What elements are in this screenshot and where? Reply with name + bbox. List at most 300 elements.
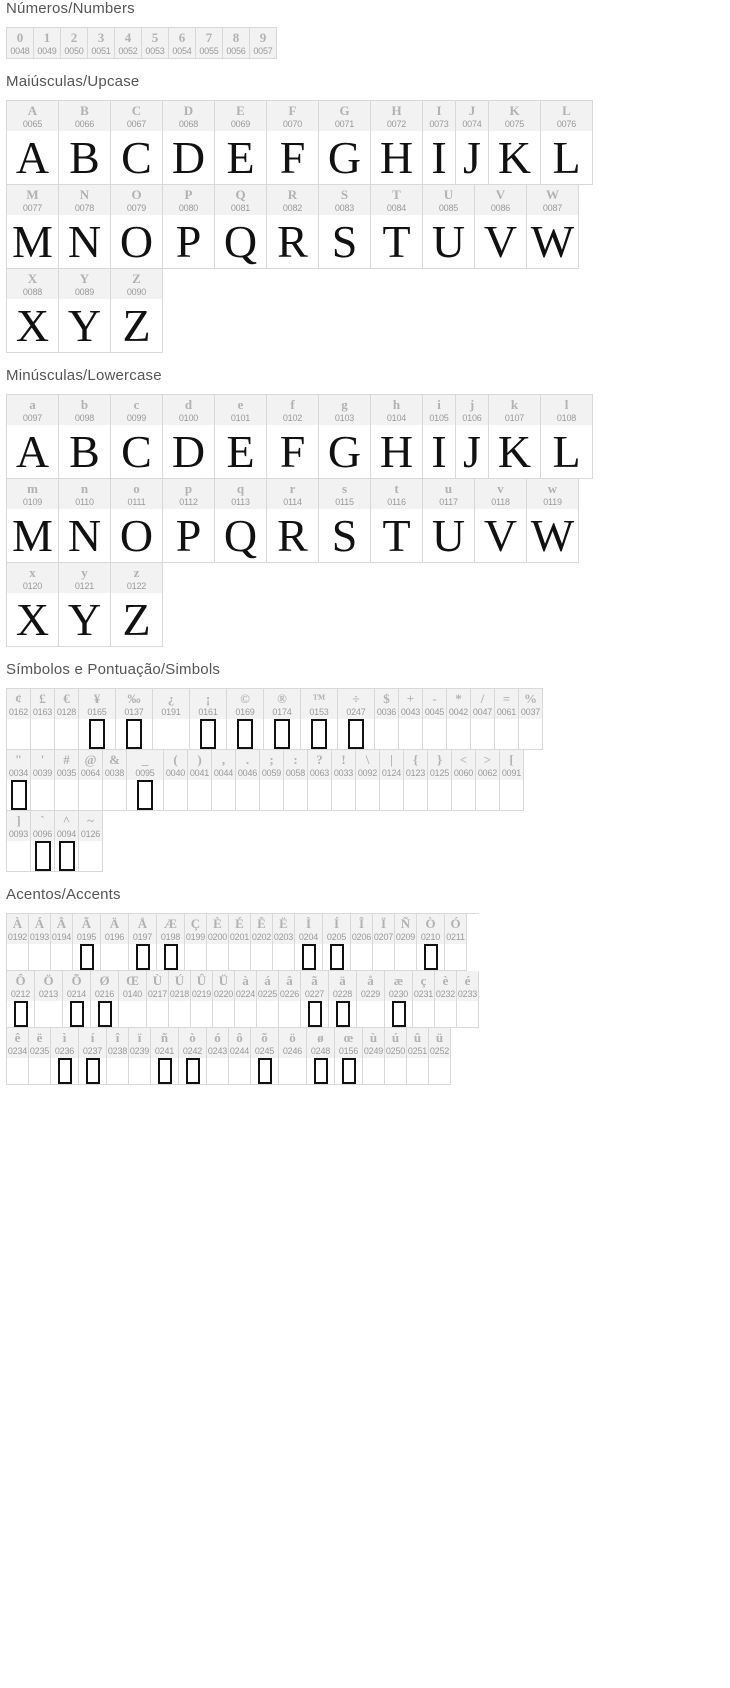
glyph-cell[interactable] [519, 689, 543, 750]
glyph-cell[interactable] [111, 563, 163, 647]
glyph-code-label: 0122 [126, 581, 147, 591]
glyph-cell[interactable] [428, 750, 452, 811]
glyph-cell-header [495, 689, 518, 719]
glyph-cell[interactable] [229, 914, 251, 971]
glyph-char-label: œ [343, 1030, 354, 1045]
glyph-code-label: 0140 [122, 989, 143, 999]
glyph-cell[interactable] [251, 914, 273, 971]
glyph-cell[interactable] [215, 479, 267, 563]
glyph-cell[interactable] [279, 1028, 307, 1085]
glyph-cell[interactable] [227, 689, 264, 750]
glyph-cell[interactable] [251, 1028, 279, 1085]
glyph-row [7, 811, 543, 872]
glyph-cell[interactable] [371, 101, 423, 185]
glyph-cell[interactable] [385, 971, 413, 1028]
glyph-cell[interactable] [7, 914, 29, 971]
glyph-preview [73, 944, 100, 970]
glyph-preview [395, 944, 416, 970]
glyph-preview: M [12, 216, 53, 267]
glyph-preview [31, 841, 54, 871]
glyph-cell[interactable] [329, 971, 357, 1028]
glyph-cell[interactable] [151, 1028, 179, 1085]
glyph-cell[interactable] [111, 101, 163, 185]
glyph-preview [7, 944, 28, 970]
glyph-cell[interactable] [380, 750, 404, 811]
glyph-cell[interactable] [31, 689, 55, 750]
glyph-code-label: 0066 [74, 119, 95, 129]
glyph-code-label: 0251 [407, 1046, 428, 1056]
glyph-char-label: ã [311, 973, 318, 988]
glyph-cell-header [157, 914, 184, 944]
glyph-cell[interactable] [407, 1028, 429, 1085]
glyph-cell[interactable] [476, 750, 500, 811]
glyph-cell-header [153, 689, 189, 719]
glyph-cell[interactable] [475, 185, 527, 269]
glyph-code-label: 0093 [8, 829, 29, 839]
glyph-cell-header [475, 479, 526, 509]
glyph-char-label: € [63, 691, 70, 706]
glyph-cell[interactable] [413, 971, 435, 1028]
glyph-cell[interactable] [323, 914, 351, 971]
glyph-cell[interactable] [7, 1028, 29, 1085]
glyph-cell[interactable] [319, 479, 371, 563]
glyph-cell[interactable] [541, 395, 593, 479]
glyph-cell[interactable] [264, 689, 301, 750]
glyph-cell[interactable] [101, 914, 129, 971]
glyph-cell[interactable] [307, 1028, 335, 1085]
glyph-cell[interactable] [191, 971, 213, 1028]
glyph-preview [29, 944, 50, 970]
glyph-cell[interactable] [7, 563, 59, 647]
glyph-cell-header [417, 914, 444, 944]
glyph-cell[interactable] [207, 1028, 229, 1085]
glyph-cell[interactable] [215, 101, 267, 185]
glyph-preview [107, 1058, 128, 1084]
glyph-cell[interactable] [153, 689, 190, 750]
glyph-cell[interactable] [169, 971, 191, 1028]
glyph-preview [301, 719, 337, 749]
glyph-cell-header [407, 1028, 428, 1058]
glyph-cell[interactable] [456, 395, 489, 479]
glyph-cell[interactable] [235, 971, 257, 1028]
glyph-cell[interactable] [129, 914, 157, 971]
glyph-char-label: D [183, 103, 194, 118]
glyph-cell[interactable] [7, 101, 59, 185]
glyph-cell-header [235, 971, 256, 1001]
glyph-code-label: 0237 [82, 1046, 103, 1056]
glyph-cell[interactable] [295, 914, 323, 971]
glyph-cell[interactable] [452, 750, 476, 811]
glyph-cell[interactable] [51, 1028, 79, 1085]
glyph-cell[interactable] [267, 101, 319, 185]
glyph-cell[interactable] [7, 750, 31, 811]
glyph-cell[interactable] [59, 395, 111, 479]
glyph-preview [329, 1001, 356, 1027]
glyph-cell[interactable] [29, 1028, 51, 1085]
glyph-row [7, 1028, 479, 1085]
glyph-cell[interactable] [475, 479, 527, 563]
glyph-cell[interactable] [59, 101, 111, 185]
glyph-code-label: 0048 [10, 46, 30, 56]
glyph-char-label: £ [39, 691, 46, 706]
glyph-cell[interactable] [371, 479, 423, 563]
glyph-code-label: 0239 [129, 1046, 150, 1056]
glyph-cell[interactable] [404, 750, 428, 811]
glyph-cell[interactable] [163, 479, 215, 563]
glyph-cell[interactable] [541, 101, 593, 185]
glyph-preview [375, 719, 398, 749]
glyph-cell-header [111, 479, 162, 509]
glyph-cell-header [129, 1028, 150, 1058]
glyph-cell[interactable] [332, 750, 356, 811]
glyph-cell-header [399, 689, 422, 719]
glyph-cell-header [301, 971, 328, 1001]
glyph-char-label: ( [173, 752, 178, 767]
glyph-code-label: 0087 [542, 203, 563, 213]
glyph-cell[interactable] [29, 914, 51, 971]
glyph-preview [257, 1001, 278, 1027]
glyph-cell-header [59, 395, 110, 425]
glyph-code-label: 0206 [351, 932, 372, 942]
glyph-cell[interactable] [55, 811, 79, 872]
glyph-cell[interactable] [7, 971, 35, 1028]
glyph-cell[interactable] [59, 185, 111, 269]
glyph-code-label: 0043 [400, 707, 421, 717]
glyph-cell[interactable] [273, 914, 295, 971]
glyph-char-label: R [287, 187, 298, 202]
glyph-cell[interactable] [127, 750, 164, 811]
section-title-numbers: Números/Numbers [6, 0, 135, 17]
glyph-cell-header [457, 971, 478, 1001]
glyph-cell[interactable] [31, 811, 55, 872]
glyph-cell[interactable] [55, 750, 79, 811]
glyph-cell[interactable] [7, 28, 34, 59]
glyph-code-label: 0052 [118, 46, 138, 56]
glyph-cell[interactable] [223, 28, 250, 59]
glyph-cell[interactable] [489, 101, 541, 185]
glyph-code-label: 0054 [172, 46, 192, 56]
glyph-cell[interactable] [423, 689, 447, 750]
glyph-row [7, 269, 593, 353]
glyph-code-label: 0085 [438, 203, 459, 213]
glyph-cell[interactable] [423, 101, 456, 185]
glyph-cell-header [279, 971, 300, 1001]
glyph-char-label: a [29, 397, 36, 412]
glyph-cell[interactable] [395, 914, 417, 971]
glyph-char-label: T [392, 187, 401, 202]
glyph-cell[interactable] [7, 689, 31, 750]
glyph-cell[interactable] [385, 1028, 407, 1085]
glyph-cell[interactable] [308, 750, 332, 811]
glyph-preview [7, 719, 30, 749]
glyph-cell-header [279, 1028, 306, 1058]
glyph-cell[interactable] [500, 750, 524, 811]
glyph-cell[interactable] [236, 750, 260, 811]
glyph-grid-accents [6, 913, 479, 1085]
glyph-cell[interactable] [55, 689, 79, 750]
glyph-preview: Q [223, 510, 258, 561]
glyph-cell[interactable] [279, 971, 301, 1028]
glyph-char-label: g [341, 397, 348, 412]
glyph-cell[interactable] [489, 395, 541, 479]
glyph-preview: G [327, 426, 362, 477]
glyph-cell[interactable] [267, 479, 319, 563]
glyph-cell[interactable] [7, 185, 59, 269]
glyph-code-label: 0121 [74, 581, 95, 591]
glyph-char-label: Ñ [400, 916, 411, 931]
glyph-cell[interactable] [215, 395, 267, 479]
glyph-cell[interactable] [267, 395, 319, 479]
glyph-cell-header [229, 1028, 250, 1058]
glyph-cell[interactable] [61, 28, 88, 59]
glyph-cell-header [445, 914, 466, 944]
glyph-cell[interactable] [59, 479, 111, 563]
glyph-cell[interactable] [196, 28, 223, 59]
glyph-cell[interactable] [338, 689, 375, 750]
glyph-cell[interactable] [445, 914, 467, 971]
glyph-code-label: 0046 [237, 768, 258, 778]
glyph-cell[interactable] [51, 914, 73, 971]
glyph-cell[interactable] [7, 395, 59, 479]
glyph-code-label: 0112 [179, 497, 198, 507]
glyph-cell[interactable] [215, 185, 267, 269]
glyph-cell[interactable] [335, 1028, 363, 1085]
glyph-cell[interactable] [147, 971, 169, 1028]
glyph-char-label: o [133, 481, 140, 496]
glyph-cell[interactable] [527, 479, 579, 563]
glyph-cell[interactable] [79, 750, 103, 811]
glyph-preview [284, 780, 307, 810]
glyph-cell[interactable] [319, 185, 371, 269]
glyph-preview: B [69, 426, 100, 477]
glyph-cell[interactable] [319, 395, 371, 479]
glyph-preview [500, 780, 523, 810]
glyph-code-label: 0115 [335, 497, 354, 507]
glyph-cell[interactable] [212, 750, 236, 811]
glyph-cell-header [7, 479, 58, 509]
glyph-cell[interactable] [284, 750, 308, 811]
glyph-cell-header [251, 1028, 278, 1058]
glyph-preview: Z [122, 594, 151, 645]
glyph-char-label: " [14, 752, 23, 767]
glyph-cell[interactable] [423, 395, 456, 479]
glyph-code-label: 0232 [435, 989, 456, 999]
glyph-char-label: W [546, 187, 559, 202]
glyph-cell[interactable] [371, 395, 423, 479]
glyph-cell[interactable] [7, 269, 59, 353]
glyph-code-label: 0217 [147, 989, 168, 999]
glyph-cell-header [61, 28, 87, 58]
glyph-cell[interactable] [429, 1028, 451, 1085]
glyph-preview: A [15, 132, 50, 183]
glyph-cell[interactable] [31, 750, 55, 811]
glyph-cell[interactable] [185, 914, 207, 971]
glyph-cell-header [7, 811, 30, 841]
glyph-cell[interactable] [142, 28, 169, 59]
glyph-cell[interactable] [91, 971, 119, 1028]
glyph-cell-header [500, 750, 523, 780]
glyph-cell[interactable] [356, 750, 380, 811]
glyph-cell-header [207, 1028, 228, 1058]
glyph-cell[interactable] [169, 28, 196, 59]
glyph-preview [185, 944, 206, 970]
glyph-code-label: 0092 [357, 768, 378, 778]
glyph-char-label: 1 [43, 30, 51, 45]
glyph-cell[interactable] [188, 750, 212, 811]
glyph-code-label: 0037 [520, 707, 541, 717]
glyph-cell[interactable] [457, 971, 479, 1028]
glyph-cell[interactable] [79, 689, 116, 750]
glyph-cell[interactable] [111, 185, 163, 269]
glyph-cell[interactable] [435, 971, 457, 1028]
glyph-cell[interactable] [163, 185, 215, 269]
glyph-cell[interactable] [213, 971, 235, 1028]
glyph-cell[interactable] [257, 971, 279, 1028]
glyph-cell[interactable] [423, 185, 475, 269]
glyph-cell-header [55, 689, 78, 719]
glyph-code-label: 0049 [37, 46, 57, 56]
glyph-cell[interactable] [59, 563, 111, 647]
glyph-char-label: Î [358, 916, 365, 931]
glyph-cell[interactable] [190, 689, 227, 750]
glyph-code-label: 0057 [253, 46, 273, 56]
glyph-cell-header [164, 750, 187, 780]
glyph-cell[interactable] [527, 185, 579, 269]
glyph-cell-header [229, 914, 250, 944]
glyph-preview [407, 1058, 428, 1084]
glyph-cell-header [319, 185, 370, 215]
glyph-cell[interactable] [119, 971, 147, 1028]
glyph-cell[interactable] [111, 479, 163, 563]
glyph-cell[interactable] [373, 914, 395, 971]
glyph-code-label: 0064 [80, 768, 101, 778]
glyph-cell[interactable] [157, 914, 185, 971]
glyph-cell[interactable] [73, 914, 101, 971]
glyph-preview: S [331, 510, 358, 561]
glyph-cell-header [79, 689, 115, 719]
glyph-cell[interactable] [7, 479, 59, 563]
section-title-symbols: Símbolos e Pontuação/Simbols [6, 661, 221, 678]
glyph-char-label: k [510, 397, 519, 412]
glyph-cell[interactable] [164, 750, 188, 811]
glyph-cell[interactable] [35, 971, 63, 1028]
glyph-code-label: 0063 [309, 768, 330, 778]
glyph-char-label: e [237, 397, 244, 412]
glyph-cell-header [111, 395, 162, 425]
glyph-cell[interactable] [59, 269, 111, 353]
glyph-cell[interactable] [260, 750, 284, 811]
glyph-preview: L [552, 426, 581, 477]
glyph-cell[interactable] [267, 185, 319, 269]
glyph-cell[interactable] [163, 101, 215, 185]
glyph-cell[interactable] [399, 689, 423, 750]
missing-glyph-box-icon [86, 1058, 100, 1084]
glyph-cell[interactable] [115, 28, 142, 59]
glyph-char-label: Í [333, 916, 340, 931]
glyph-cell[interactable] [116, 689, 153, 750]
glyph-cell[interactable] [207, 914, 229, 971]
glyph-cell[interactable] [423, 479, 475, 563]
glyph-cell[interactable] [111, 395, 163, 479]
glyph-cell[interactable] [301, 971, 329, 1028]
glyph-preview [295, 944, 322, 970]
glyph-cell-header [129, 914, 156, 944]
glyph-preview [399, 719, 422, 749]
glyph-char-label: õ [261, 1030, 268, 1045]
glyph-cell[interactable] [456, 101, 489, 185]
glyph-preview [31, 719, 54, 749]
missing-glyph-box-icon [136, 944, 150, 970]
glyph-char-label: Ì [305, 916, 312, 931]
glyph-code-label: 0229 [360, 989, 381, 999]
glyph-code-label: 0230 [388, 989, 409, 999]
glyph-preview: Y [67, 300, 102, 351]
glyph-cell[interactable] [250, 28, 277, 59]
glyph-preview [301, 1001, 328, 1027]
glyph-cell[interactable] [417, 914, 445, 971]
glyph-cell[interactable] [88, 28, 115, 59]
glyph-cell[interactable] [129, 1028, 151, 1085]
glyph-cell[interactable] [495, 689, 519, 750]
glyph-cell[interactable] [179, 1028, 207, 1085]
glyph-cell[interactable] [163, 395, 215, 479]
missing-glyph-box-icon [342, 1058, 356, 1084]
glyph-cell-header [332, 750, 355, 780]
glyph-cell[interactable] [471, 689, 495, 750]
glyph-char-label: Œ [126, 973, 139, 988]
glyph-char-label: 3 [97, 30, 105, 45]
glyph-char-label: Ã [81, 916, 92, 931]
glyph-preview [413, 1001, 434, 1027]
glyph-cell[interactable] [79, 1028, 107, 1085]
glyph-char-label: Á [34, 916, 45, 931]
glyph-code-label: 0197 [132, 932, 153, 942]
glyph-preview: Q [223, 216, 258, 267]
glyph-char-label: 2 [70, 30, 78, 45]
glyph-code-label: 0201 [229, 932, 250, 942]
glyph-code-label: 0200 [207, 932, 228, 942]
glyph-preview [7, 1058, 28, 1084]
glyph-cell[interactable] [351, 914, 373, 971]
glyph-cell[interactable] [7, 811, 31, 872]
glyph-char-label: * [455, 691, 462, 706]
glyph-char-label: c [133, 397, 140, 412]
glyph-cell[interactable] [375, 689, 399, 750]
missing-glyph-box-icon [14, 1001, 28, 1027]
glyph-cell[interactable] [111, 269, 163, 353]
missing-glyph-box-icon [302, 944, 316, 970]
missing-glyph-box-icon [330, 944, 344, 970]
glyph-cell[interactable] [79, 811, 103, 872]
glyph-cell[interactable] [319, 101, 371, 185]
glyph-code-label: 0153 [309, 707, 329, 717]
glyph-cell[interactable] [363, 1028, 385, 1085]
glyph-cell[interactable] [103, 750, 127, 811]
glyph-cell[interactable] [34, 28, 61, 59]
glyph-preview: Z [122, 300, 151, 351]
glyph-cell[interactable] [229, 1028, 251, 1085]
glyph-cell[interactable] [63, 971, 91, 1028]
glyph-cell[interactable] [107, 1028, 129, 1085]
glyph-cell[interactable] [447, 689, 471, 750]
glyph-cell[interactable] [371, 185, 423, 269]
glyph-preview [385, 1058, 406, 1084]
glyph-preview [476, 780, 499, 810]
glyph-preview [251, 1058, 278, 1084]
glyph-cell-header [55, 750, 78, 780]
glyph-cell[interactable] [301, 689, 338, 750]
glyph-cell[interactable] [357, 971, 385, 1028]
